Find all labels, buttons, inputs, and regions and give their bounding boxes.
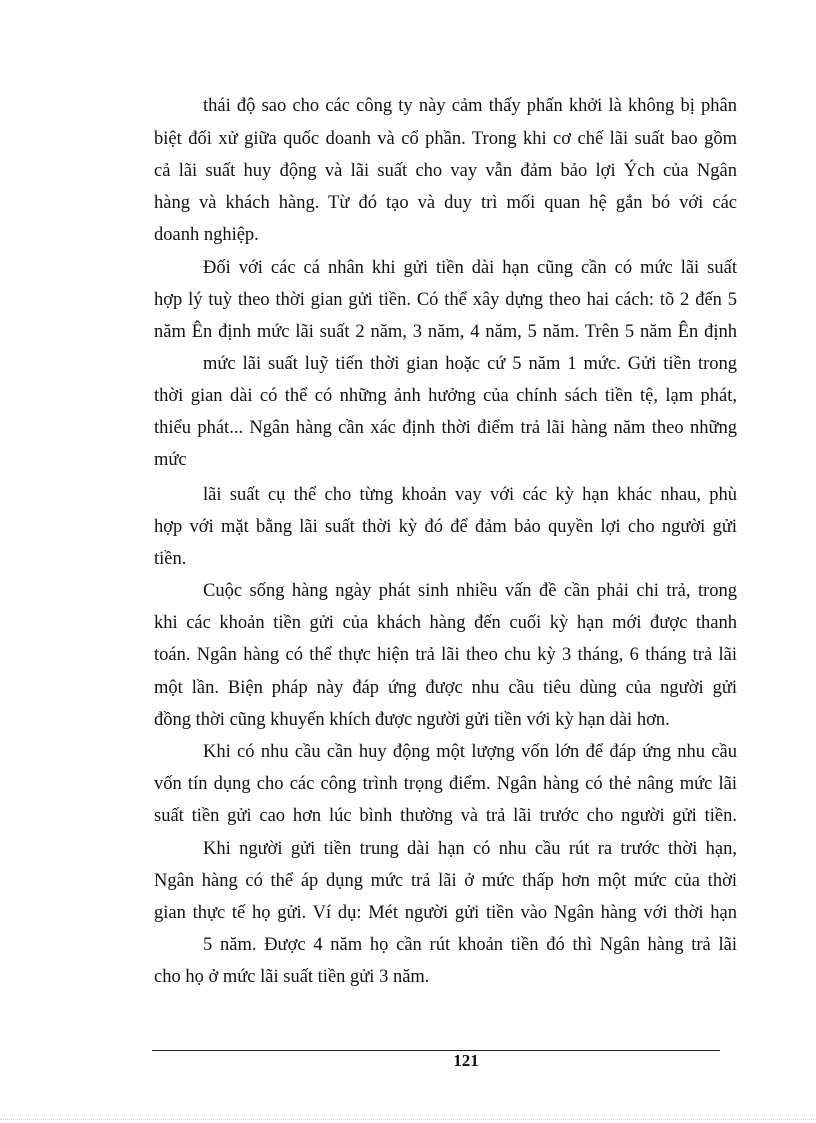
text-line: vốn tín dụng cho các công trình trọng điểm. Ngân hàng có thẻ nâng mức lãi: [154, 774, 737, 794]
text-line: Khi người gửi tiền trung dài hạn có nhu cầu rút ra trước thời hạn,: [203, 839, 737, 859]
text-line: thiểu phát... Ngân hàng cần xác định thời điểm trả lãi hàng năm theo những: [154, 418, 737, 438]
text-line: Khi có nhu cầu cần huy động một lượng vốn lớn để đáp ứng nhu cầu: [203, 742, 737, 762]
text-line: mức lãi suất luỹ tiến thời gian hoặc cứ 5 năm 1 mức. Gửi tiền trong: [203, 354, 737, 374]
text-line: toán. Ngân hàng có thể thực hiện trả lãi theo chu kỳ 3 tháng, 6 tháng trả lãi: [154, 645, 737, 665]
text-line: biệt đối xử giữa quốc doanh và cổ phần. Trong khi cơ chế lãi suất bao gồm: [154, 129, 737, 149]
text-line: gian thực tế họ gửi. Ví dụ: Mét người gửi tiền vào Ngân hàng với thời hạn: [154, 903, 737, 923]
text-line: Cuộc sống hàng ngày phát sinh nhiều vấn đề cần phải chi trả, trong: [203, 581, 737, 601]
text-line: hợp lý tuỳ theo thời gian gửi tiền. Có thể xây dựng theo hai cách: tõ 2 đến 5: [154, 290, 737, 310]
text-line: cho họ ở mức lãi suất tiền gửi 3 năm.: [154, 967, 430, 987]
text-line: đồng thời cũng khuyến khích được người gửi tiền với kỳ hạn dài hơn.: [154, 710, 670, 730]
text-line: hợp với mặt bằng lãi suất thời kỳ đó để đảm bảo quyền lợi cho người gửi: [154, 517, 737, 537]
text-line: Đối với các cá nhân khi gửi tiền dài hạn cũng cần có mức lãi suất: [203, 258, 737, 278]
text-line: khi các khoản tiền gửi của khách hàng đến cuối kỳ hạn mới được thanh: [154, 613, 737, 633]
text-line: mức: [154, 450, 187, 470]
text-line: thời gian dài có thể có những ảnh hưởng của chính sách tiền tệ, lạm phát,: [154, 386, 737, 406]
text-line: Ngân hàng có thể áp dụng mức trả lãi ở mức thấp hơn một mức của thời: [154, 871, 737, 891]
text-line: năm Ên định mức lãi suất 2 năm, 3 năm, 4 năm, 5 năm. Trên 5 năm Ên định: [154, 322, 737, 342]
text-line: hàng và khách hàng. Từ đó tạo và duy trì mối quan hệ gắn bó với các: [154, 193, 737, 213]
text-line: thái độ sao cho các công ty này cảm thấy phấn khởi là không bị phân: [203, 96, 737, 116]
text-line: suất tiền gửi cao hơn lúc bình thường và trả lãi trước cho người gửi tiền.: [154, 806, 737, 826]
page-number: 121: [453, 1051, 479, 1070]
text-line: một lần. Biện pháp này đáp ứng được nhu cầu tiêu dùng của người gửi: [154, 678, 737, 698]
text-line: cả lãi suất huy động và lãi suất cho vay vẫn đảm bảo lợi Ých của Ngân: [154, 161, 737, 181]
page-edge-divider: [0, 1119, 816, 1120]
text-line: 5 năm. Được 4 năm họ cần rút khoản tiền đó thì Ngân hàng trả lãi: [203, 935, 737, 955]
text-line: tiền.: [154, 549, 187, 569]
text-line: doanh nghiệp.: [154, 225, 259, 245]
text-line: lãi suất cụ thể cho từng khoản vay với các kỳ hạn khác nhau, phù: [203, 485, 737, 505]
